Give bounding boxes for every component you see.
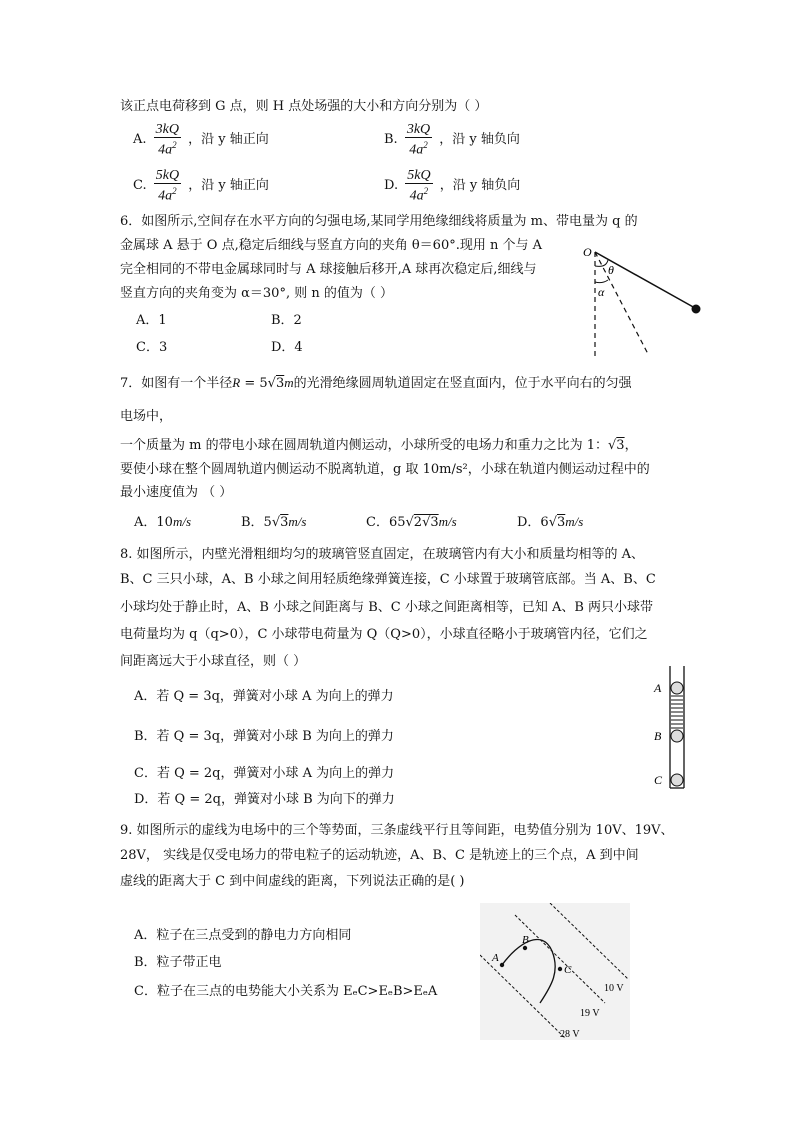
point-b-label: B (522, 934, 529, 946)
q6-line-3: 完全相同的不带电金属球同时与 A 球接触后移开,A 球再次稳定后,细线与 (120, 262, 537, 277)
q6-line-4: 竖直方向的夹角变为 α＝30°, 则 n 的值为（ ） (120, 286, 393, 301)
q7-line-5: 最小速度值为 （ ） (120, 485, 233, 500)
q5-option-c: C. $\frac{5kQ}{4a^2}$ ，沿 y 轴正向 (133, 167, 269, 204)
glass-tube-figure (650, 666, 695, 792)
q9-option-c: C．粒子在三点的电势能大小关系为 EₑC>EₑB>EₑA (134, 984, 438, 999)
q6-line-1: 6．如图所示,空间存在水平方向的匀强电场,某同学用绝缘细线将质量为 m、带电量为 q 的 (120, 214, 638, 229)
point-c-label: C (564, 964, 572, 976)
q7-line-4: 要使小球在整个圆周轨道内侧运动不脱离轨道，g 取 10m/s²，小球在轨道内侧运动过程中的 (120, 462, 650, 477)
label-theta: θ (608, 263, 614, 277)
label-alpha: α (598, 285, 605, 299)
q8-line-4: 电荷量均为 q（q>0），C 小球带电荷量为 Q（Q>0），小球直径略小于玻璃管内径，它们之 (120, 627, 648, 642)
q8-option-d: D．若 Q = 2q，弹簧对小球 B 为向下的弹力 (134, 792, 395, 807)
ball-c-label: C (654, 773, 663, 787)
q9-line-2: 28V， 实线是仅受电场力的带电粒子的运动轨迹，A、B、C 是轨迹上的三个点，A 到中间 (120, 848, 639, 863)
q9-option-b: B．粒子带正电 (134, 955, 222, 970)
q6-option-a: A．1 (136, 313, 167, 328)
equipotential-figure (480, 903, 630, 1040)
fraction: $\frac{3kQ}{4a^2}$ (406, 121, 431, 158)
q8-line-3: 小球均处于静止时，A、B 小球之间距离与 B、C 小球之间距离相等，已知 A、B 两只小球带 (120, 600, 654, 615)
q9-option-a: A．粒子在三点受到的静电力方向相同 (134, 928, 352, 943)
fraction: $\frac{5kQ}{4a^2}$ (155, 167, 180, 204)
q5-option-a: A. $\frac{3kQ}{4a^2}$ ，沿 y 轴正向 (133, 121, 269, 158)
q7-option-c: C．65√2√3m/s (366, 514, 457, 530)
q7-line-2: 电场中， (120, 409, 173, 424)
q8-option-a: A．若 Q = 3q，弹簧对小球 A 为向上的弹力 (134, 689, 394, 704)
q8-line-2: B、C 三只小球，A、B 小球之间用轻质绝缘弹簧连接，C 小球置于玻璃管底部。当 A、B、C (120, 572, 656, 587)
q8-line-1: 8. 如图所示，内壁光滑粗细均匀的玻璃管竖直固定，在玻璃管内有大小和质量均相等的 A、 (120, 547, 645, 562)
label-o: O (583, 245, 592, 259)
q9-line-3: 虚线的距离大于 C 到中间虚线的距离，下列说法正确的是( ) (120, 874, 465, 889)
ball-b-label: B (654, 729, 662, 743)
q7-option-b: B．5√3m/s (241, 514, 307, 530)
q7-line-3: 一个质量为 m 的带电小球在圆周轨道内侧运动，小球所受的电场力和重力之比为 1：√3， (120, 438, 638, 453)
potential-19v-label: 19 V (580, 1008, 600, 1019)
q8-option-c: C．若 Q = 2q，弹簧对小球 A 为向上的弹力 (134, 766, 395, 781)
q6-option-d: D．4 (271, 340, 303, 355)
q8-option-b: B．若 Q = 3q，弹簧对小球 B 为向上的弹力 (134, 729, 394, 744)
q7-option-a: A．10m/s (134, 514, 191, 530)
point-a-label: A (492, 952, 499, 964)
fraction: $\frac{3kQ}{4a^2}$ (155, 121, 179, 158)
ball-a-label: A (654, 681, 662, 695)
q6-line-2: 金属球 A 悬于 O 点,稳定后细线与竖直方向的夹角 θ＝60°.现用 n 个与 A (120, 238, 542, 253)
fraction: $\frac{5kQ}{4a^2}$ (407, 167, 431, 204)
q9-line-1: 9. 如图所示的虚线为电场中的三个等势面，三条虚线平行且等间距，电势值分别为 10V、19V、 (120, 823, 674, 838)
q8-line-5: 间距离远大于小球直径，则（ ） (120, 654, 307, 669)
q5-option-b: B. $\frac{3kQ}{4a^2}$ ，沿 y 轴负向 (384, 121, 520, 158)
potential-28v-label: 28 V (560, 1029, 580, 1040)
q6-option-c: C．3 (136, 340, 168, 355)
q7-line-1: 7．如图有一个半径R = 5√3m的光滑绝缘圆周轨道固定在竖直面内，位于水平向右的匀强 (120, 375, 632, 391)
q7-option-d: D．6√3m/s (517, 514, 584, 530)
pendulum-figure (580, 244, 710, 359)
potential-10v-label: 10 V (604, 983, 624, 994)
q5-stem: 该正点电荷移到 G 点，则 H 点处场强的大小和方向分别为（ ） (120, 99, 488, 114)
q5-option-d: D. $\frac{5kQ}{4a^2}$ ，沿 y 轴负向 (384, 167, 521, 204)
q6-option-b: B．2 (271, 313, 302, 328)
